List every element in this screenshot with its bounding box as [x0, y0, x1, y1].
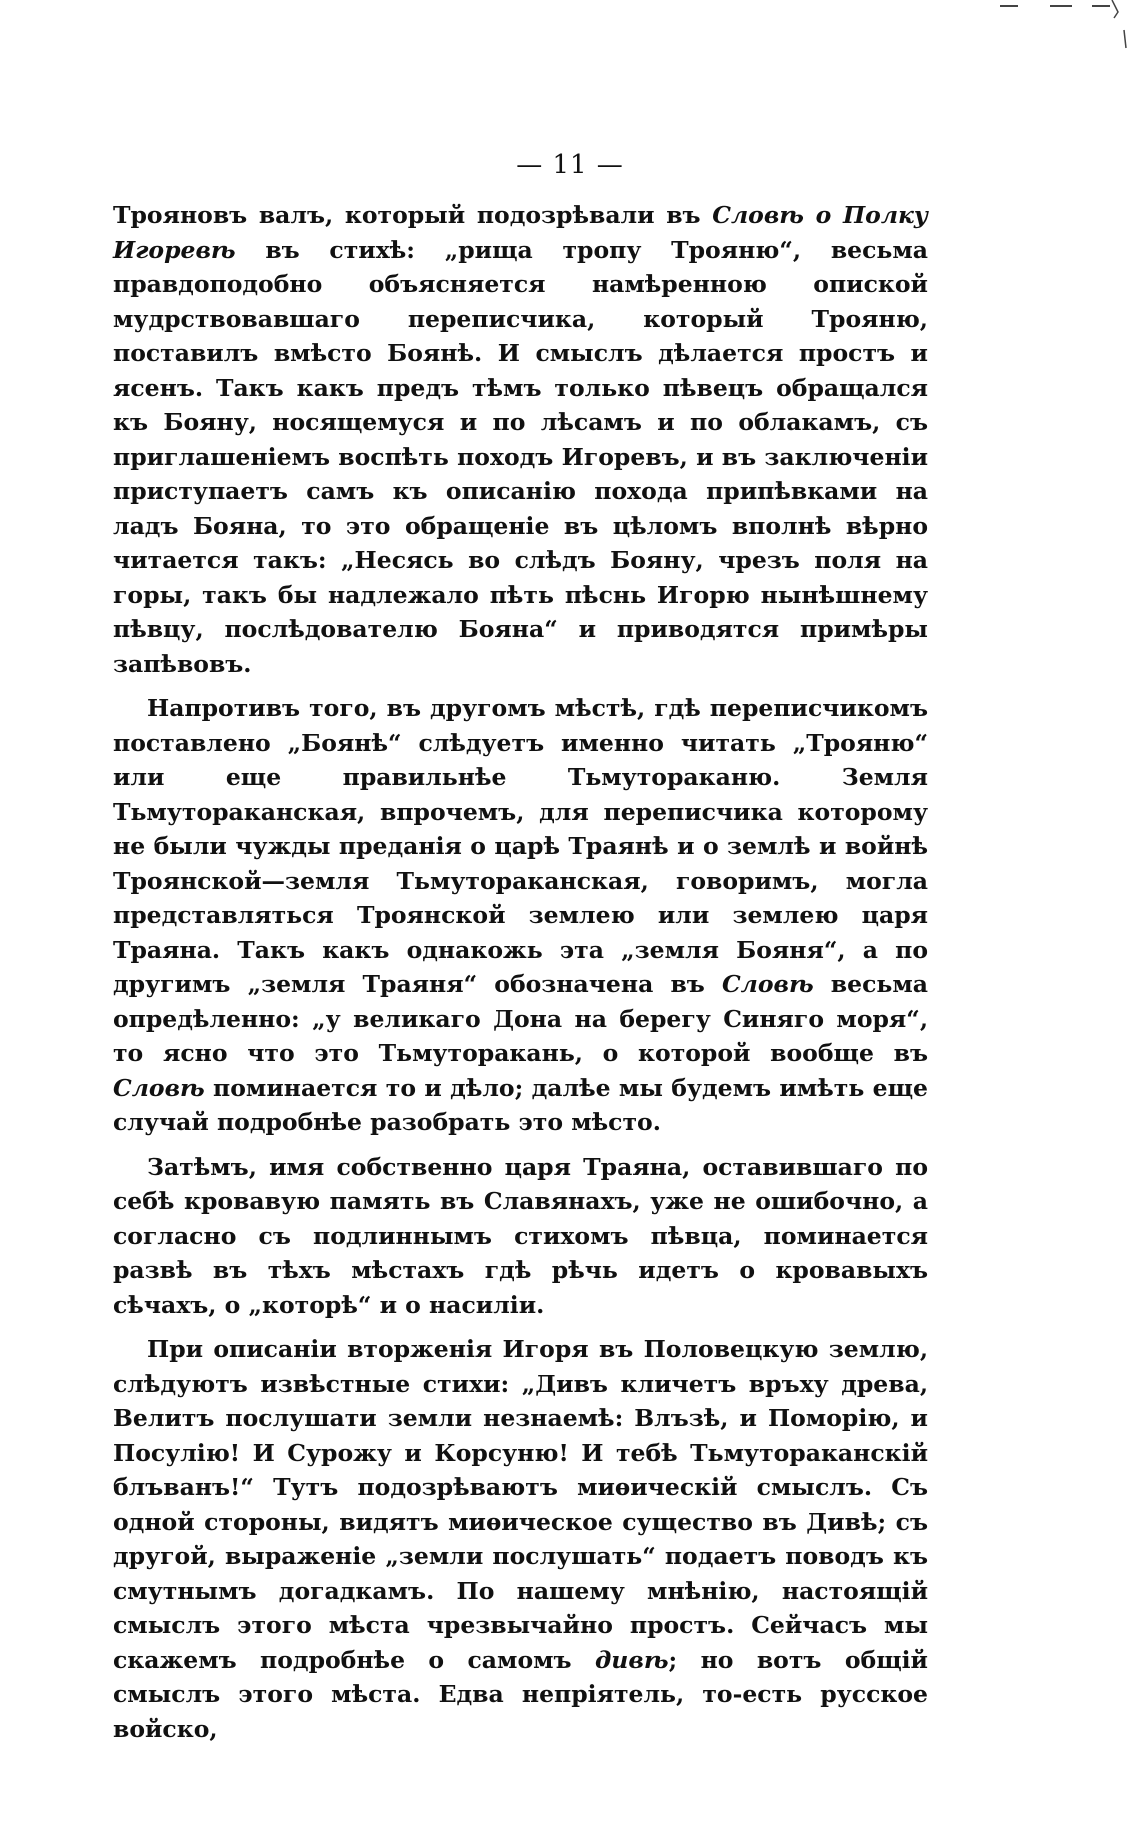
- paragraph-2: [113, 691, 928, 1140]
- text-run: весьма опредѣленно: „у великаго Дона на берегу Синяго моря“, то ясно что это Тьмуторакань, о которой вообще въ: [113, 970, 928, 1067]
- text-run: Трояновъ валъ, который подозрѣвали въ: [113, 201, 713, 229]
- scan-corner-marks: [960, 0, 1140, 60]
- text-run: ; но вотъ общій смыслъ этого мѣста. Едва непріятель, то-есть русское войско,: [113, 1645, 928, 1743]
- text-run: При описаніи вторженія Игоря въ Половецкую землю, слѣдуютъ извѣстные стихи: „Дивъ кличетъ връху древа, Велитъ послушати земли незнаемѣ: Влъзѣ, и Поморію, и Посулію! И Сурожу и Корсуню! И тебѣ Тьмутораканскій блъванъ!“ Тутъ подозрѣваютъ миѳическій смыслъ. Съ одной стороны, видятъ миѳическое существо въ Дивѣ; съ другой, выраженіе „земли послушать“ подаетъ поводъ къ смутнымъ догадкамъ. По нашему мнѣнію, настоящій смыслъ этого мѣста чрезвычайно простъ. Сейчасъ мы скажемъ подробнѣе о самомъ: [113, 1335, 928, 1674]
- text-run: Напротивъ того, въ другомъ мѣстѣ, гдѣ переписчикомъ поставлено „Боянѣ“ слѣдуетъ именно читать „Трояню“ или еще правильнѣе Тьмутораканю. Земля Тьмутораканская, впрочемъ, для переписчика которому не были чужды преданія о царѣ Траянѣ и о землѣ и войнѣ Троянской—земля Тьмутораканская, говоримъ, могла представляться Троянской землею или землею царя Траяна. Такъ какъ однакожь эта „земля Бояня“, а по другимъ „земля Траяня“ обозначена въ: [113, 694, 928, 998]
- italic-run: дивѣ: [594, 1645, 669, 1674]
- body-text: [113, 198, 928, 1756]
- paragraph-3: [113, 1150, 928, 1323]
- paragraph-4: [113, 1332, 928, 1746]
- italic-run: Словѣ о Полку Игоревѣ: [113, 201, 928, 264]
- text-run: Затѣмъ, имя собственно царя Траяна, оставившаго по себѣ кровавую память въ Славянахъ, уже не ошибочно, а согласно съ подлиннымъ стихомъ пѣвца, поминается развѣ въ тѣхъ мѣстахъ гдѣ рѣчь идетъ о кровавыхъ сѣчахъ, о „которѣ“ и о насиліи.: [113, 1152, 928, 1319]
- text-run: поминается то и дѣло; далѣе мы будемъ имѣть еще случай подробнѣе разобрать это мѣсто.: [113, 1073, 928, 1136]
- page-number: — 11 —: [516, 150, 624, 180]
- italic-run: Словѣ: [113, 1073, 205, 1102]
- paragraph-1: [113, 198, 928, 681]
- text-run: въ стихѣ: „рища тропу Трояню“, весьма правдоподобно объясняется намѣренною опиской мудрствовавшаго переписчика, который Трояню, поставилъ вмѣсто Боянѣ. И смыслъ дѣлается простъ и ясенъ. Такъ какъ предъ тѣмъ только пѣвецъ обращался къ Бояну, носящемуся и по лѣсамъ и по облакамъ, съ приглашеніемъ воспѣть походъ Игоревъ, и въ заключеніи приступаетъ самъ къ описанію похода припѣвками на ладъ Бояна, то это обращеніе въ цѣломъ вполнѣ вѣрно читается такъ: „Несясь во слѣдъ Бояну, чрезъ поля на горы, такъ бы надлежало пѣть пѣснь Игорю нынѣшнему пѣвцу, послѣдователю Бояна“ и приводятся примѣры запѣвовъ.: [113, 235, 928, 678]
- italic-run: Словѣ: [721, 970, 814, 998]
